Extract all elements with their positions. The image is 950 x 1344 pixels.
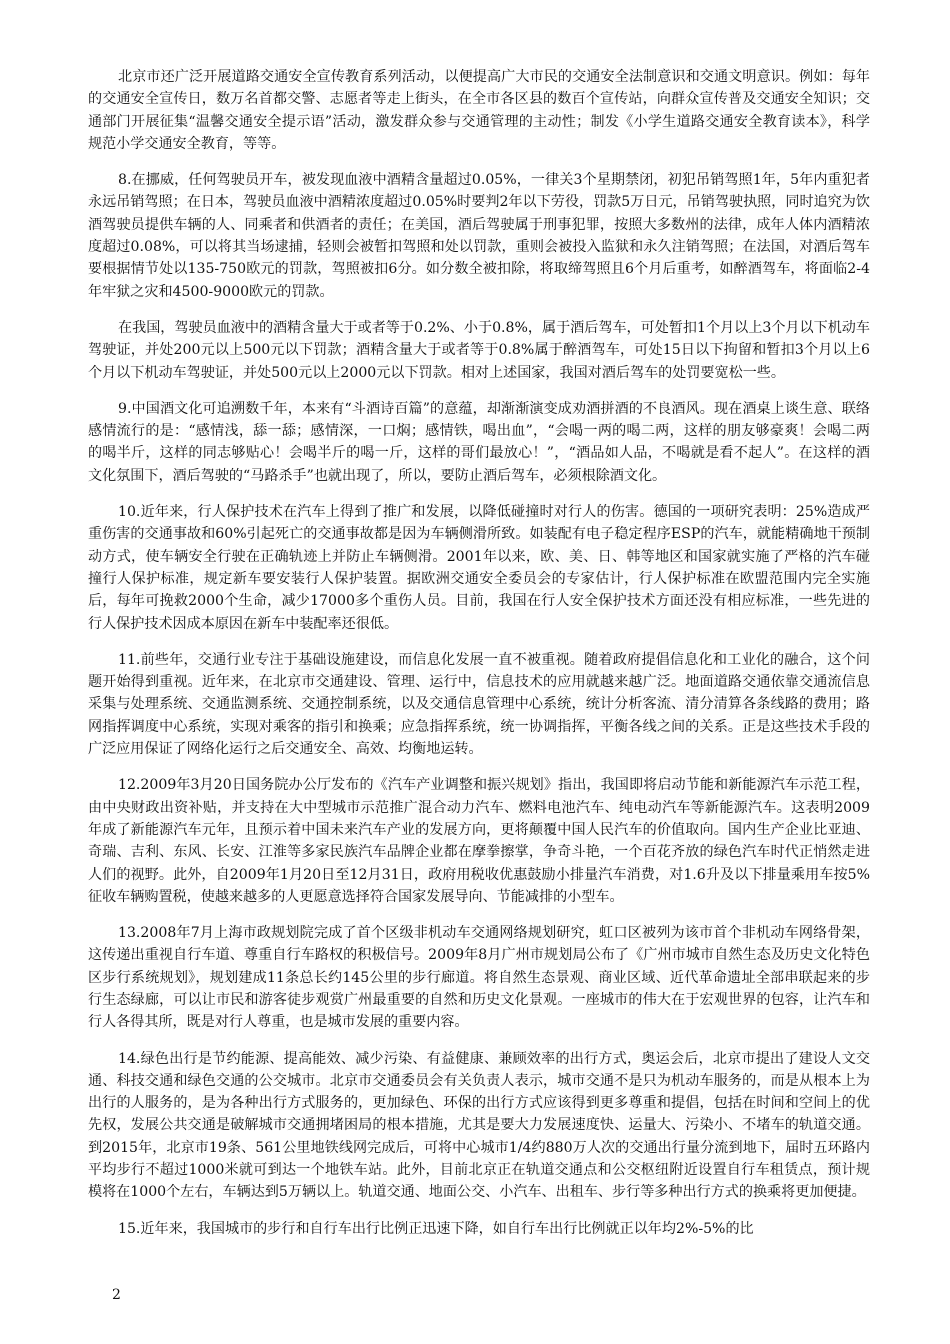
paragraph-13-non-motorized-network: 13.2008年7月上海市政规划院完成了首个区级非机动车交通网络规划研究，虹口区被列为该市首个非机动车网络骨架，这传递出重视自行车道、尊重自行车路权的积极信号。2009年8月广州市规划局公布了《广州市城市自然生态及历史文化特色区步行系统规划》，规划建成11条总长约145公里的步行廊道。将自然生态景观、商业区域、近代革命遗址全部串联起来的步行生态绿廊，可以让市民和游客徒步观赏广州最重要的自然和历史文化景观。一座城市的伟大在于宏观世界的包容，让汽车和行人各得其所，既是对行人尊重，也是城市发展的重要内容。 (88, 925, 870, 1031)
document-body (88, 66, 870, 1254)
paragraph-12-new-energy-vehicles: 12.2009年3月20日国务院办公厅发布的《汽车产业调整和振兴规划》指出，我国即将启动节能和新能源汽车示范工程，由中央财政出资补贴，并支持在大中型城市示范推广混合动力汽车、燃料电池汽车、纯电动汽车等新能源汽车。这表明2009年成了新能源汽车元年，且预示着中国未来汽车产业的发展方向，更将颠覆中国人民汽车的价值取向。国内生产企业比亚迪、奇瑞、吉利、东风、长安、江淮等多家民族汽车品牌企业都在摩拳擦掌，争奇斗艳，一个百花齐放的绿色汽车时代正悄然走进人们的视野。此外，自2009年1月20日至12月31日，政府用税收优惠鼓励小排量汽车消费，对1.6升及以下排量乘用车按5%征收车辆购置税，使越来越多的人更愿意选择符合国家发展导向、节能减排的小型车。 (88, 777, 870, 905)
page-number: 2 (112, 1287, 121, 1303)
paragraph-8-foreign-drunk-driving-laws: 8.在挪威，任何驾驶员开车，被发现血液中酒精含量超过0.05%，一律关3个星期禁闭，初犯吊销驾照1年，5年内重犯者永远吊销驾照；在日本，驾驶员血液中酒精浓度超过0.05%时要判2年以下劳役，罚款5万日元，吊销驾驶执照，同时追究为饮酒驾驶员提供车辆的人、同乘者和供酒者的责任；在美国，酒后驾驶属于刑事犯罪，按照大多数州的法律，成年人体内酒精浓度超过0.08%，可以将其当场逮捕，轻则会被暂扣驾照和处以罚款，重则会被投入监狱和永久注销驾照；在法国，对酒后驾车要根据情节处以135-750欧元的罚款，驾照被扣6分。如分数全被扣除，将取缔驾照且6个月后重考，如醉酒驾车，将面临2-4年牢狱之灾和4500-9000欧元的罚款。 (88, 172, 870, 300)
paragraph-14-green-travel: 14.绿色出行是节约能源、提高能效、减少污染、有益健康、兼顾效率的出行方式，奥运会后，北京市提出了建设人文交通、科技交通和绿色交通的公交城市。北京市交通委员会有关负责人表示，城市交通不是只为机动车服务的，而是从根本上为出行的人服务的，是为各种出行方式服务的，更加绿色、环保的出行方式应该得到更多尊重和提倡，包括在时间和空间上的优先权，发展公共交通是破解城市交通拥堵困局的根本措施，尤其是要大力发展速度快、运量大、污染小、不堵车的轨道交通。到2015年，北京市19条、561公里地铁线网完成后，可将中心城市1/4约880万人次的交通出行量分流到地下，届时五环路内平均步行不超过1000米就可到达一个地铁车站。此外，目前北京正在轨道交通点和公交枢纽附近设置自行车租赁点，预计规模将在1000个左右，车辆达到5万辆以上。轨道交通、地面公交、小汽车、出租车、步行等多种出行方式的换乘将更加便捷。 (88, 1050, 870, 1201)
paragraph-10-pedestrian-protection: 10.近年来，行人保护技术在汽车上得到了推广和发展，以降低碰撞时对行人的伤害。德国的一项研究表明：25%造成严重伤害的交通事故和60%引起死亡的交通事故都是因为车辆侧滑所致。如装配有电子稳定程序ESP的汽车，就能精确地干预制动方式，使车辆安全行驶在正确轨迹上并防止车辆侧滑。2001年以来，欧、美、日、韩等地区和国家就实施了严格的汽车碰撞行人保护标准，规定新车要安装行人保护装置。据欧洲交通安全委员会的专家估计，行人保护标准在欧盟范围内完全实施后，每年可挽救2000个生命，减少17000多个重伤人员。目前，我国在行人安全保护技术方面还没有相应标准，一些先进的行人保护技术因成本原因在新车中装配率还很低。 (88, 504, 870, 632)
paragraph-11-traffic-informatization: 11.前些年，交通行业专注于基础设施建设，而信息化发展一直不被重视。随着政府提倡信息化和工业化的融合，这个问题开始得到重视。近年来，在北京市交通建设、管理、运行中，信息技术的应用就越来越广泛。地面道路交通依靠交通流信息采集与处理系统、交通监测系统、交通控制系统，以及交通信息管理中心系统，统计分析客流、清分清算各条线路的费用；路网指挥调度中心系统，实现对乘客的指引和换乘；应急指挥系统，统一协调指挥，平衡各线之间的关系。正是这些技术手段的广泛应用保证了网络化运行之后交通安全、高效、均衡地运转。 (88, 651, 870, 758)
paragraph-15-cycling-decline: 15.近年来，我国城市的步行和自行车出行比例正迅速下降，如自行车出行比例就正以年均2%-5%的比 (118, 1220, 754, 1237)
paragraph-intro-safety-education: 北京市还广泛开展道路交通安全宣传教育系列活动，以便提高广大市民的交通安全法制意识和交通文明意识。例如：每年的交通安全宣传日，数万名首都交警、志愿者等走上街头，在全市各区县的数百个宣传站，向群众宣传普及交通安全知识；交通部门开展征集“温馨交通安全提示语”活动，激发群众参与交通管理的主动性；制发《小学生道路交通安全教育读本》，科学规范小学交通安全教育，等等。 (88, 69, 870, 152)
paragraph-china-drunk-driving-penalties: 在我国，驾驶员血液中的酒精含量大于或者等于0.2%、小于0.8%，属于酒后驾车，可处暂扣1个月以上3个月以下机动车驾驶证，并处200元以上500元以下罚款；酒精含量大于或者等于0.8%属于醉酒驾车，可处15日以下拘留和暂扣3个月以上6个月以下机动车驾驶证，并处500元以上2000元以下罚款。相对上述国家，我国对酒后驾车的处罚要宽松一些。 (88, 319, 870, 381)
paragraph-9-drinking-culture: 9.中国酒文化可追溯数千年，本来有“斗酒诗百篇”的意蕴，却渐渐演变成劝酒拼酒的不良酒风。现在酒桌上谈生意、联络感情流行的是：“感情浅，舔一舔；感情深，一口焖；感情铁，喝出血”，“会喝一两的喝二两，这样的朋友够豪爽！会喝二两的喝半斤，这样的同志够贴心！会喝半斤的喝一斤，这样的哥们最放心！”，“酒品如人品，不喝就是看不起人”。在这样的酒文化氛围下，酒后驾驶的“马路杀手”也就出现了，所以，要防止酒后驾车，必须根除酒文化。 (88, 400, 870, 484)
